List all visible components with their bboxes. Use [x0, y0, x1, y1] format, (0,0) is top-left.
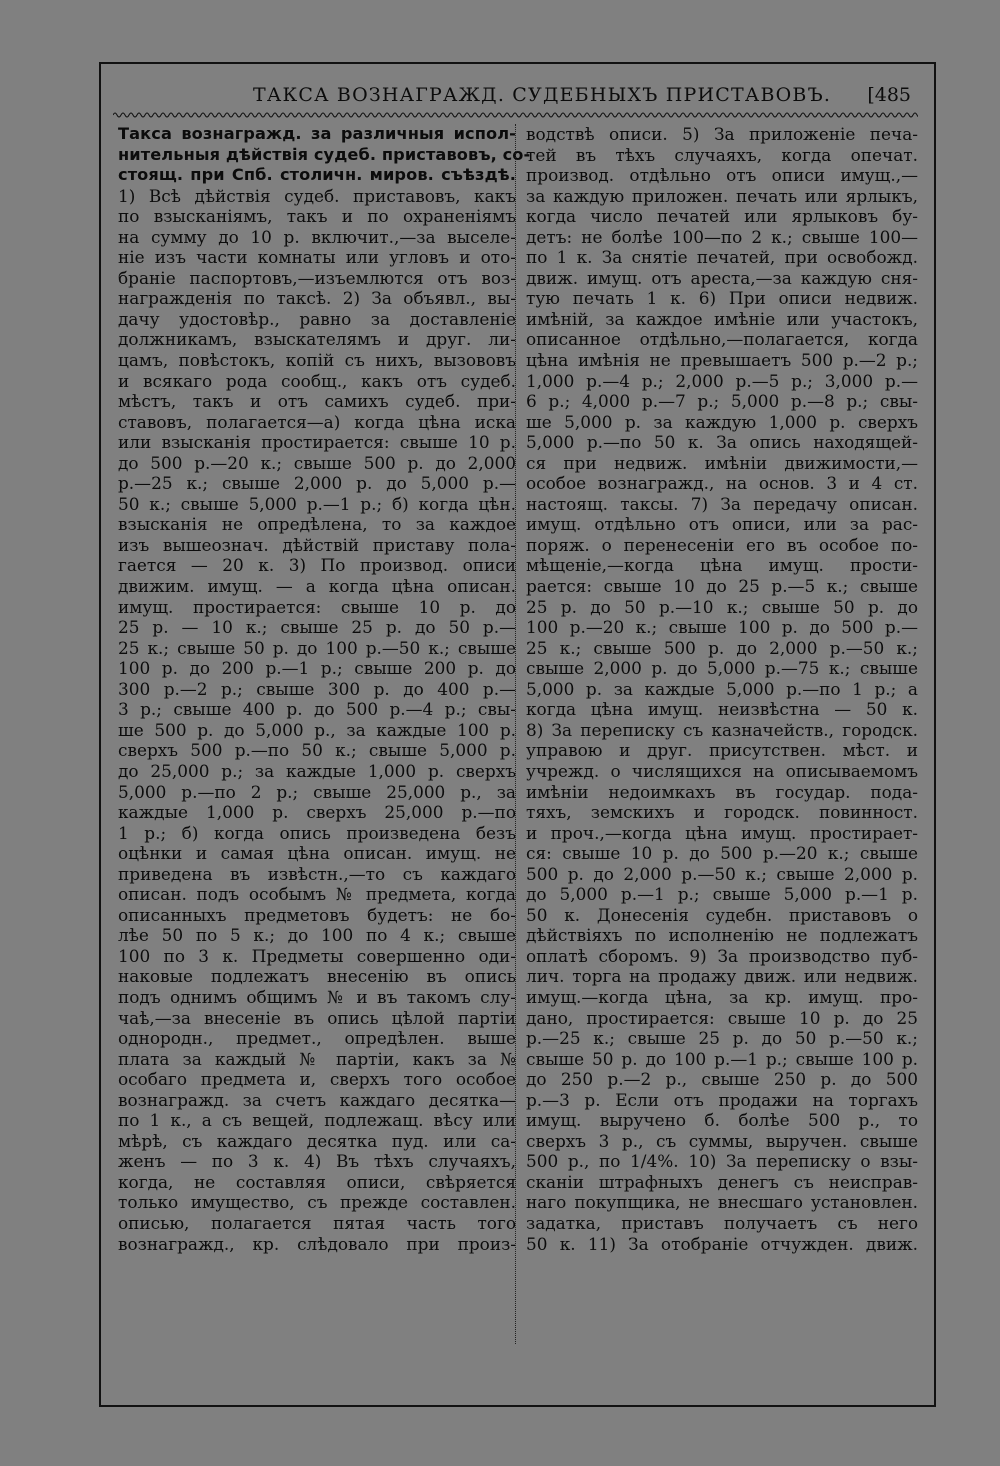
header-wavy-rule	[113, 110, 918, 120]
header-title: ТАКСА ВОЗНАГРАЖД. СУДЕБНЫХЪ ПРИСТАВОВЪ.	[253, 84, 832, 106]
text-line: дачу удостовѣр., равно за доставленіе	[118, 308, 516, 329]
text-line: вознагражд., кр. слѣдовало при произ-	[118, 1233, 516, 1254]
text-line: когда, не составляя описи, свѣряется	[118, 1171, 516, 1192]
text-line: по 1 к. За снятіе печатей, при освобожд.	[526, 247, 918, 268]
text-line: лѣе 50 по 5 к.; до 100 по 4 к.; свыше	[118, 925, 516, 946]
text-line: 50 к. Донесенія судебн. приставовъ о	[526, 904, 918, 925]
text-line: наковые подлежатъ внесенію въ опись	[118, 966, 516, 987]
text-line: свыше 50 р. до 100 р.—1 р.; свыше 100 р.	[526, 1048, 918, 1069]
text-line: подъ однимъ общимъ № и въ такомъ слу-	[118, 986, 516, 1007]
text-line: ніе изъ части комнаты или угловъ и ото-	[118, 247, 516, 268]
text-line: однородн., предмет., опредѣлен. выше	[118, 1028, 516, 1049]
text-line: тяхъ, земскихъ и городск. повинност.	[526, 802, 918, 823]
text-line: сверхъ 3 р., съ суммы, выручен. свыше	[526, 1130, 918, 1151]
text-line: особаго предмета и, сверхъ того особое	[118, 1069, 516, 1090]
text-line: тей въ тѣхъ случаяхъ, когда опечат.	[526, 144, 918, 165]
text-line: 1) Всѣ дѣйствія судеб. приставовъ, какъ	[118, 185, 516, 206]
text-line: на сумму до 10 р. включит.,—за выселе-	[118, 226, 516, 247]
text-line: сверхъ 500 р.—по 50 к.; свыше 5,000 р.	[118, 740, 516, 761]
text-line: и всякаго рода сообщ., какъ отъ судеб.	[118, 370, 516, 391]
text-line: особое вознагражд., на основ. 3 и 4 ст.	[526, 473, 918, 494]
text-line: каждые 1,000 р. сверхъ 25,000 р.—по	[118, 802, 516, 823]
text-line: по взысканіямъ, такъ и по охраненіямъ	[118, 206, 516, 227]
text-line: гается — 20 к. 3) По производ. описи	[118, 555, 516, 576]
text-line: управою и друг. присутствен. мѣст. и	[526, 740, 918, 761]
text-line: до 5,000 р.—1 р.; свыше 5,000 р.—1 р.	[526, 884, 918, 905]
text-line: 500 р. до 2,000 р.—50 к.; свыше 2,000 р.	[526, 863, 918, 884]
text-line: оплатѣ сборомъ. 9) За производство пуб-	[526, 945, 918, 966]
text-line: должникамъ, взыскателямъ и друг. ли-	[118, 329, 516, 350]
text-line: задатка, приставъ получаетъ съ него	[526, 1212, 918, 1233]
section-heading-line: Такса вознагражд. за различныя испол-	[118, 124, 516, 143]
text-line: плата за каждый № партіи, какъ за №	[118, 1048, 516, 1069]
text-line: вознагражд. за счетъ каждаго десятка—	[118, 1089, 516, 1110]
text-line: описью, полагается пятая часть того	[118, 1212, 516, 1233]
text-line: движим. имущ. — а когда цѣна описан.	[118, 576, 516, 597]
text-line: свыше 2,000 р. до 5,000 р.—75 к.; свыше	[526, 658, 918, 679]
text-line: 1 р.; б) когда опись произведена безъ	[118, 822, 516, 843]
text-line: ставовъ, полагается—а) когда цѣна иска	[118, 411, 516, 432]
text-line: женъ — по 3 к. 4) Въ тѣхъ случаяхъ,	[118, 1151, 516, 1172]
text-line: 500 р., по 1/4%. 10) За переписку о взы-	[526, 1151, 918, 1172]
text-line: рается: свыше 10 до 25 р.—5 к.; свыше	[526, 576, 918, 597]
text-line: цамъ, повѣстокъ, копій съ нихъ, вызововъ	[118, 350, 516, 371]
section-heading-line: нительныя дѣйствія судеб. приставовъ, со-	[118, 144, 531, 164]
text-line: до 500 р.—20 к.; свыше 500 р. до 2,000	[118, 452, 516, 473]
page-number: [485	[867, 84, 911, 106]
text-line: описанное отдѣльно,—полагается, когда	[526, 329, 918, 350]
text-line: ше 5,000 р. за каждую 1,000 р. сверхъ	[526, 411, 918, 432]
text-line: изъ вышеознач. дѣйствій приставу пола-	[118, 534, 516, 555]
column-divider	[515, 124, 516, 1344]
text-line: имѣніи недоимкахъ въ государ. пода-	[526, 781, 918, 802]
right-column	[526, 124, 918, 1254]
text-line: 25 к.; свыше 50 р. до 100 р.—50 к.; свыше	[118, 637, 516, 658]
text-line: 1,000 р.—4 р.; 2,000 р.—5 р.; 3,000 р.—	[526, 370, 918, 391]
text-line: или взысканія простирается: свыше 10 р.	[118, 432, 516, 453]
text-line: когда цѣна имущ. неизвѣстна — 50 к.	[526, 699, 918, 720]
text-line: мѣстъ, такъ и отъ самихъ судеб. при-	[118, 391, 516, 412]
text-line: по 1 к., а съ вещей, подлежащ. вѣсу или	[118, 1110, 516, 1131]
text-line: чаѣ,—за внесеніе въ опись цѣлой партіи	[118, 1007, 516, 1028]
text-line: учрежд. о числящихся на описываемомъ	[526, 760, 918, 781]
text-line: взысканія не опредѣлена, то за каждое	[118, 514, 516, 535]
text-line: движ. имущ. отъ ареста,—за каждую сня-	[526, 267, 918, 288]
text-line: 5,000 р.—по 2 р.; свыше 25,000 р., за	[118, 781, 516, 802]
text-line: водствѣ описи. 5) За приложеніе печа-	[526, 124, 918, 144]
text-line: р.—25 к.; свыше 2,000 р. до 5,000 р.—	[118, 473, 516, 494]
text-line: браніе паспортовъ,—изъемлются отъ воз-	[118, 267, 516, 288]
text-line: за каждую приложен. печать или ярлыкъ,	[526, 185, 918, 206]
text-line: до 250 р.—2 р., свыше 250 р. до 500	[526, 1069, 918, 1090]
text-line: ся при недвиж. имѣніи движимости,—	[526, 452, 918, 473]
text-line: производ. отдѣльно отъ описи имущ.,—	[526, 165, 918, 186]
text-line: лич. торга на продажу движ. или недвиж.	[526, 966, 918, 987]
text-line: наго покупщика, не внесшаго установлен.	[526, 1192, 918, 1213]
text-line: поряж. о перенесеніи его въ особое по-	[526, 534, 918, 555]
text-line: 100 р. до 200 р.—1 р.; свыше 200 р. до	[118, 658, 516, 679]
text-line: и проч.,—когда цѣна имущ. простирает-	[526, 822, 918, 843]
text-line: р.—3 р. Если отъ продажи на торгахъ	[526, 1089, 918, 1110]
text-line: описан. подъ особымъ № предмета, когда	[118, 884, 516, 905]
text-line: 300 р.—2 р.; свыше 300 р. до 400 р.—	[118, 678, 516, 699]
text-line: детъ: не болѣе 100—по 2 к.; свыше 100—	[526, 226, 918, 247]
text-line: 25 р. — 10 к.; свыше 25 р. до 50 р.—	[118, 617, 516, 638]
text-line: ся: свыше 10 р. до 500 р.—20 к.; свыше	[526, 843, 918, 864]
left-column	[118, 124, 531, 1254]
text-line: награжденія по таксѣ. 2) За объявл., вы-	[118, 288, 516, 309]
text-line: 6 р.; 4,000 р.—7 р.; 5,000 р.—8 р.; свы-	[526, 391, 918, 412]
text-line: 25 р. до 50 р.—10 к.; свыше 50 р. до	[526, 596, 918, 617]
text-line: приведена въ извѣстн.,—то съ каждаго	[118, 863, 516, 884]
text-line: дѣйствіяхъ по исполненію не подлежатъ	[526, 925, 918, 946]
text-line: 25 к.; свыше 500 р. до 2,000 р.—50 к.;	[526, 637, 918, 658]
text-line: имущ. отдѣльно отъ описи, или за рас-	[526, 514, 918, 535]
text-line: 50 к.; свыше 5,000 р.—1 р.; б) когда цѣн.	[118, 493, 516, 514]
text-line: дано, простирается: свыше 10 р. до 25	[526, 1007, 918, 1028]
text-line: 5,000 р. за каждые 5,000 р.—по 1 р.; а	[526, 678, 918, 699]
text-line: 100 по 3 к. Предметы совершенно оди-	[118, 945, 516, 966]
text-line: имѣній, за каждое имѣніе или участокъ,	[526, 308, 918, 329]
text-line: только имущество, съ прежде составлен.	[118, 1192, 516, 1213]
text-line: мѣщеніе,—когда цѣна имущ. прости-	[526, 555, 918, 576]
text-line: мѣрѣ, съ каждаго десятка пуд. или са-	[118, 1130, 516, 1151]
text-line: имущ. простирается: свыше 10 р. до	[118, 596, 516, 617]
text-line: цѣна имѣнія не превышаетъ 500 р.—2 р.;	[526, 350, 918, 371]
text-line: до 25,000 р.; за каждые 1,000 р. сверхъ	[118, 760, 516, 781]
text-line: 50 к. 11) За отобраніе отчужден. движ.	[526, 1233, 918, 1254]
text-line: 5,000 р.—по 50 к. За опись находящей-	[526, 432, 918, 453]
text-line: р.—25 к.; свыше 25 р. до 50 р.—50 к.;	[526, 1028, 918, 1049]
text-line: оцѣнки и самая цѣна описан. имущ. не	[118, 843, 516, 864]
text-line: ше 500 р. до 5,000 р., за каждые 100 р.	[118, 719, 516, 740]
section-heading-line: стоящ. при Спб. столичн. миров. съѣздѣ.	[118, 165, 516, 185]
text-line: имущ. выручено б. болѣе 500 р., то	[526, 1110, 918, 1131]
text-line: имущ.—когда цѣна, за кр. имущ. про-	[526, 986, 918, 1007]
text-line: тую печать 1 к. 6) При описи недвиж.	[526, 288, 918, 309]
text-line: когда число печатей или ярлыковъ бу-	[526, 206, 918, 227]
text-line: 8) За переписку съ казначейств., городск.	[526, 719, 918, 740]
text-line: сканіи штрафныхъ денегъ съ неисправ-	[526, 1171, 918, 1192]
text-line: описанныхъ предметовъ будетъ: не бо-	[118, 904, 516, 925]
text-line: 3 р.; свыше 400 р. до 500 р.—4 р.; свы-	[118, 699, 516, 720]
text-line: 100 р.—20 к.; свыше 100 р. до 500 р.—	[526, 617, 918, 638]
text-line: настоящ. таксы. 7) За передачу описан.	[526, 493, 918, 514]
